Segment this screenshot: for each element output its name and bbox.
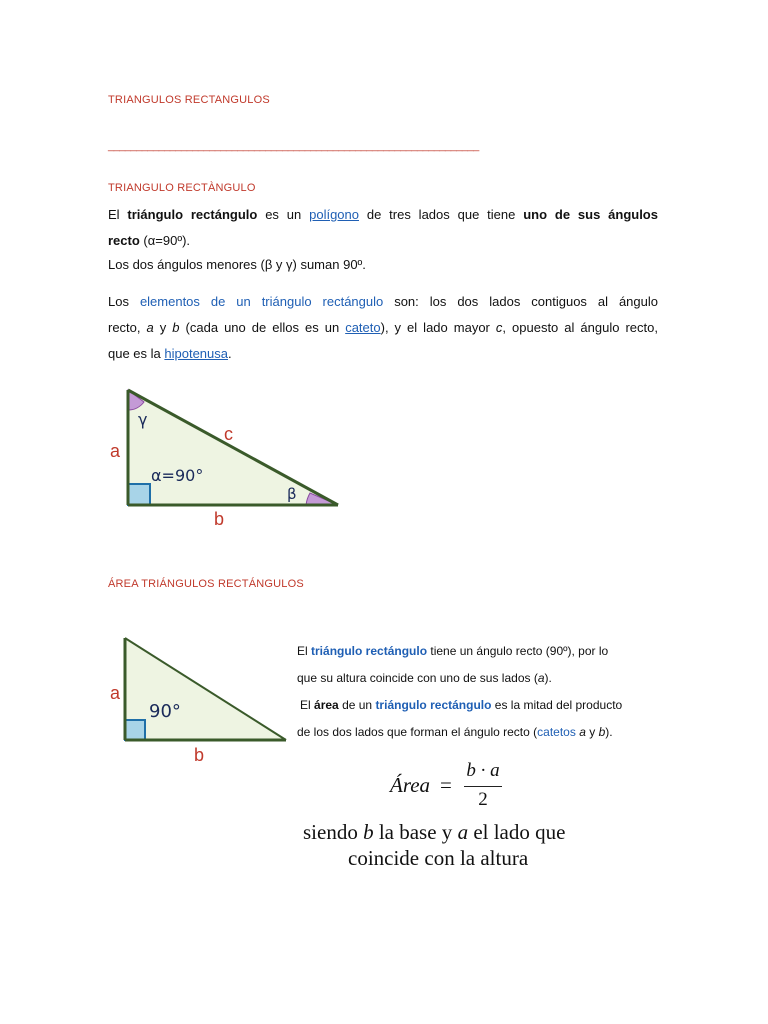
page-title: TRIANGULOS RECTANGULOS [108,94,270,106]
label-b: b [194,745,205,765]
text: El [297,644,308,658]
area-text-line-2 [297,665,552,692]
text: (cada uno de ellos es un [185,320,340,335]
text: de tres lados que tiene [366,207,516,222]
beta-label: β [287,485,297,503]
text: . [228,346,232,361]
text: El [108,207,120,222]
right-triangle-diagram-2 [100,630,300,770]
text: la base y [378,820,453,844]
text: los dos lados contiguos al ángulo [429,294,658,309]
label-c: c [224,424,233,444]
fraction-bar [464,786,502,787]
text: el lado que [473,820,566,844]
bold-term: triángulo rectángulo [127,207,258,222]
text: que su altura coincide con uno de sus lados ( [297,671,538,685]
var-a: a [537,671,545,685]
link-poligono[interactable]: polígono [309,207,359,222]
term-triangulo-rectangulo: triángulo rectángulo [311,644,428,658]
right-angle-square [128,484,150,505]
bold-term: uno de sus ángulos [523,207,658,222]
formula-equals: = [440,773,452,797]
area-formula [390,760,510,816]
text: y [589,725,596,739]
bold-term: recto [108,233,140,248]
var-c: c [495,320,503,335]
var-a: a [146,320,154,335]
text: ). [605,725,613,739]
text: Los [108,294,129,309]
var-a: a [579,725,586,739]
right-triangle-diagram-1 [100,380,350,530]
text: que es la [108,346,161,361]
text: es la mitad del producto [494,698,623,712]
text: El [300,698,311,712]
text: ). [544,671,552,685]
text: es un [265,207,302,222]
formula-denominator: 2 [478,789,488,810]
text: tiene un ángulo recto (90º), por lo [430,644,609,658]
text: (α=90º). [143,233,191,248]
definition-line-2 [108,228,190,254]
text: siendo [303,820,358,844]
label-a: a [110,683,121,703]
elements-line-2 [108,315,658,341]
text: ), y el lado mayor [380,320,490,335]
area-text-line-1 [297,638,608,665]
divider-line: __________________________________________________________________ [108,140,479,152]
area-text-line-3 [300,692,622,719]
text: , opuesto al ángulo recto, [502,320,658,335]
area-text-line-4 [297,719,613,746]
bold-area: área [314,698,339,712]
elements-line-3 [108,341,232,367]
label-b: b [214,509,225,529]
var-a: a [457,820,469,844]
definition-line-3: Los dos ángulos menores (β y γ) suman 90º. [108,257,366,272]
section-heading-triangulo: TRIANGULO RECTÀNGULO [108,182,256,194]
alpha-label: α=90° [151,466,204,485]
var-b: b [172,320,180,335]
angle-label: 90° [149,701,181,722]
formula-lhs: Área [390,773,431,797]
right-angle-square [125,720,145,740]
link-hipotenusa[interactable]: hipotenusa [164,346,229,361]
text: y [159,320,167,335]
gamma-label: γ [138,410,148,429]
formula-caption-line-2: coincide con la altura [348,846,529,870]
text: son: [394,294,419,309]
text: de los dos lados que forman el ángulo recto ( [297,725,538,739]
formula-numerator: b · a [466,760,500,781]
text: recto, [108,320,141,335]
link-cateto[interactable]: cateto [345,320,381,335]
elements-term: elementos de un triángulo rectángulo [139,294,384,309]
term-triangulo-rectangulo: triángulo rectángulo [375,698,492,712]
section-heading-area: ÁREA TRIÁNGULOS RECTÁNGULOS [108,578,304,590]
label-a: a [110,441,121,461]
elements-line-1 [108,289,658,315]
text: de un [342,698,373,712]
var-b: b [363,820,374,844]
formula-caption-line-1 [303,820,565,845]
var-b: b [598,725,606,739]
definition-line-1 [108,202,658,228]
term-catetos: catetos [537,725,576,739]
